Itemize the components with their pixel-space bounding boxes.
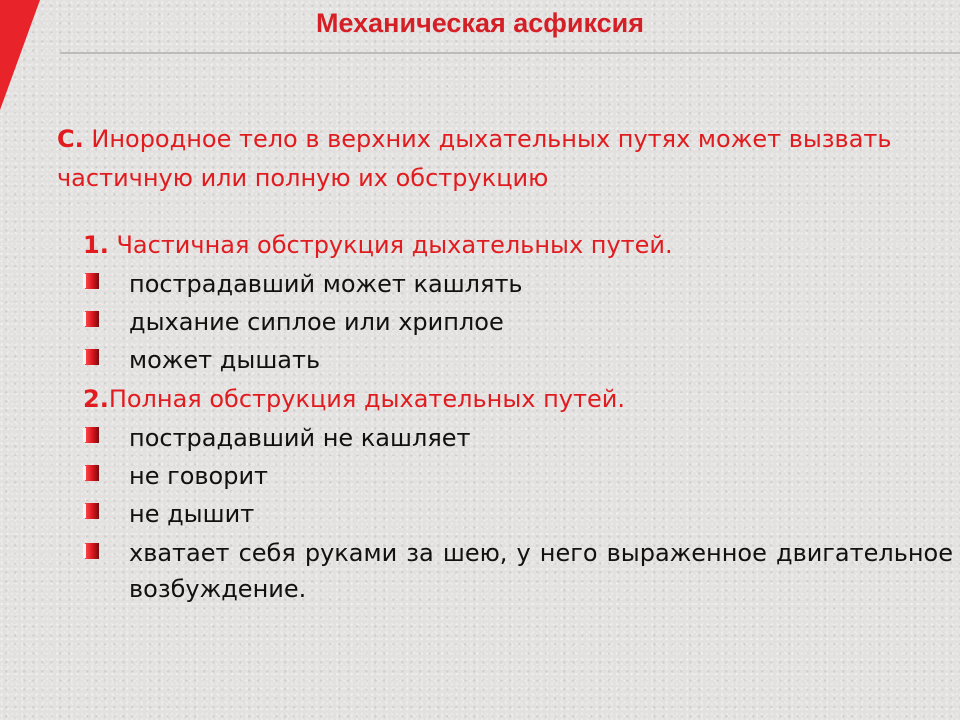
bullet-icon: [83, 543, 101, 559]
obstruction-list: [83, 225, 953, 607]
list-item: [83, 341, 953, 379]
section-1-number: 1.: [83, 231, 109, 259]
section-2-number: 2.: [83, 385, 109, 413]
bullet-icon: [83, 311, 101, 327]
page-title: Механическая асфиксия: [315, 8, 644, 38]
title-divider: [60, 52, 960, 54]
list-item: [83, 457, 953, 495]
list-item-text: пострадавший не кашляет: [129, 424, 471, 452]
bullet-icon: [83, 427, 101, 443]
bullet-icon: [83, 465, 101, 481]
list-item-text: хватает себя руками за шею, у него выраженное двигательное возбуждение.: [129, 539, 953, 603]
list-item-text: пострадавший может кашлять: [129, 270, 523, 298]
section-2-title: Полная обструкция дыхательных путей.: [108, 385, 625, 413]
list-item-text: не дышит: [129, 500, 255, 528]
bullet-icon: [83, 503, 101, 519]
list-item: [83, 495, 953, 533]
list-item: [83, 303, 953, 341]
list-item: [83, 265, 953, 303]
section-2-heading: [83, 379, 953, 419]
intro-paragraph: [57, 120, 952, 198]
bullet-icon: [83, 273, 101, 289]
list-item: [83, 419, 953, 457]
section-1-title: Частичная обструкция дыхательных путей.: [108, 231, 673, 259]
bullet-icon: [83, 349, 101, 365]
section-1-heading: [83, 225, 953, 265]
intro-letter: С.: [57, 125, 84, 153]
intro-text: Инородное тело в верхних дыхательных путях может вызвать частичную или полную их обструкцию: [57, 125, 892, 192]
list-item: [83, 535, 953, 607]
list-item-text: не говорит: [129, 462, 269, 490]
list-item-text: дыхание сиплое или хриплое: [129, 308, 504, 336]
list-item-text: может дышать: [129, 346, 321, 374]
